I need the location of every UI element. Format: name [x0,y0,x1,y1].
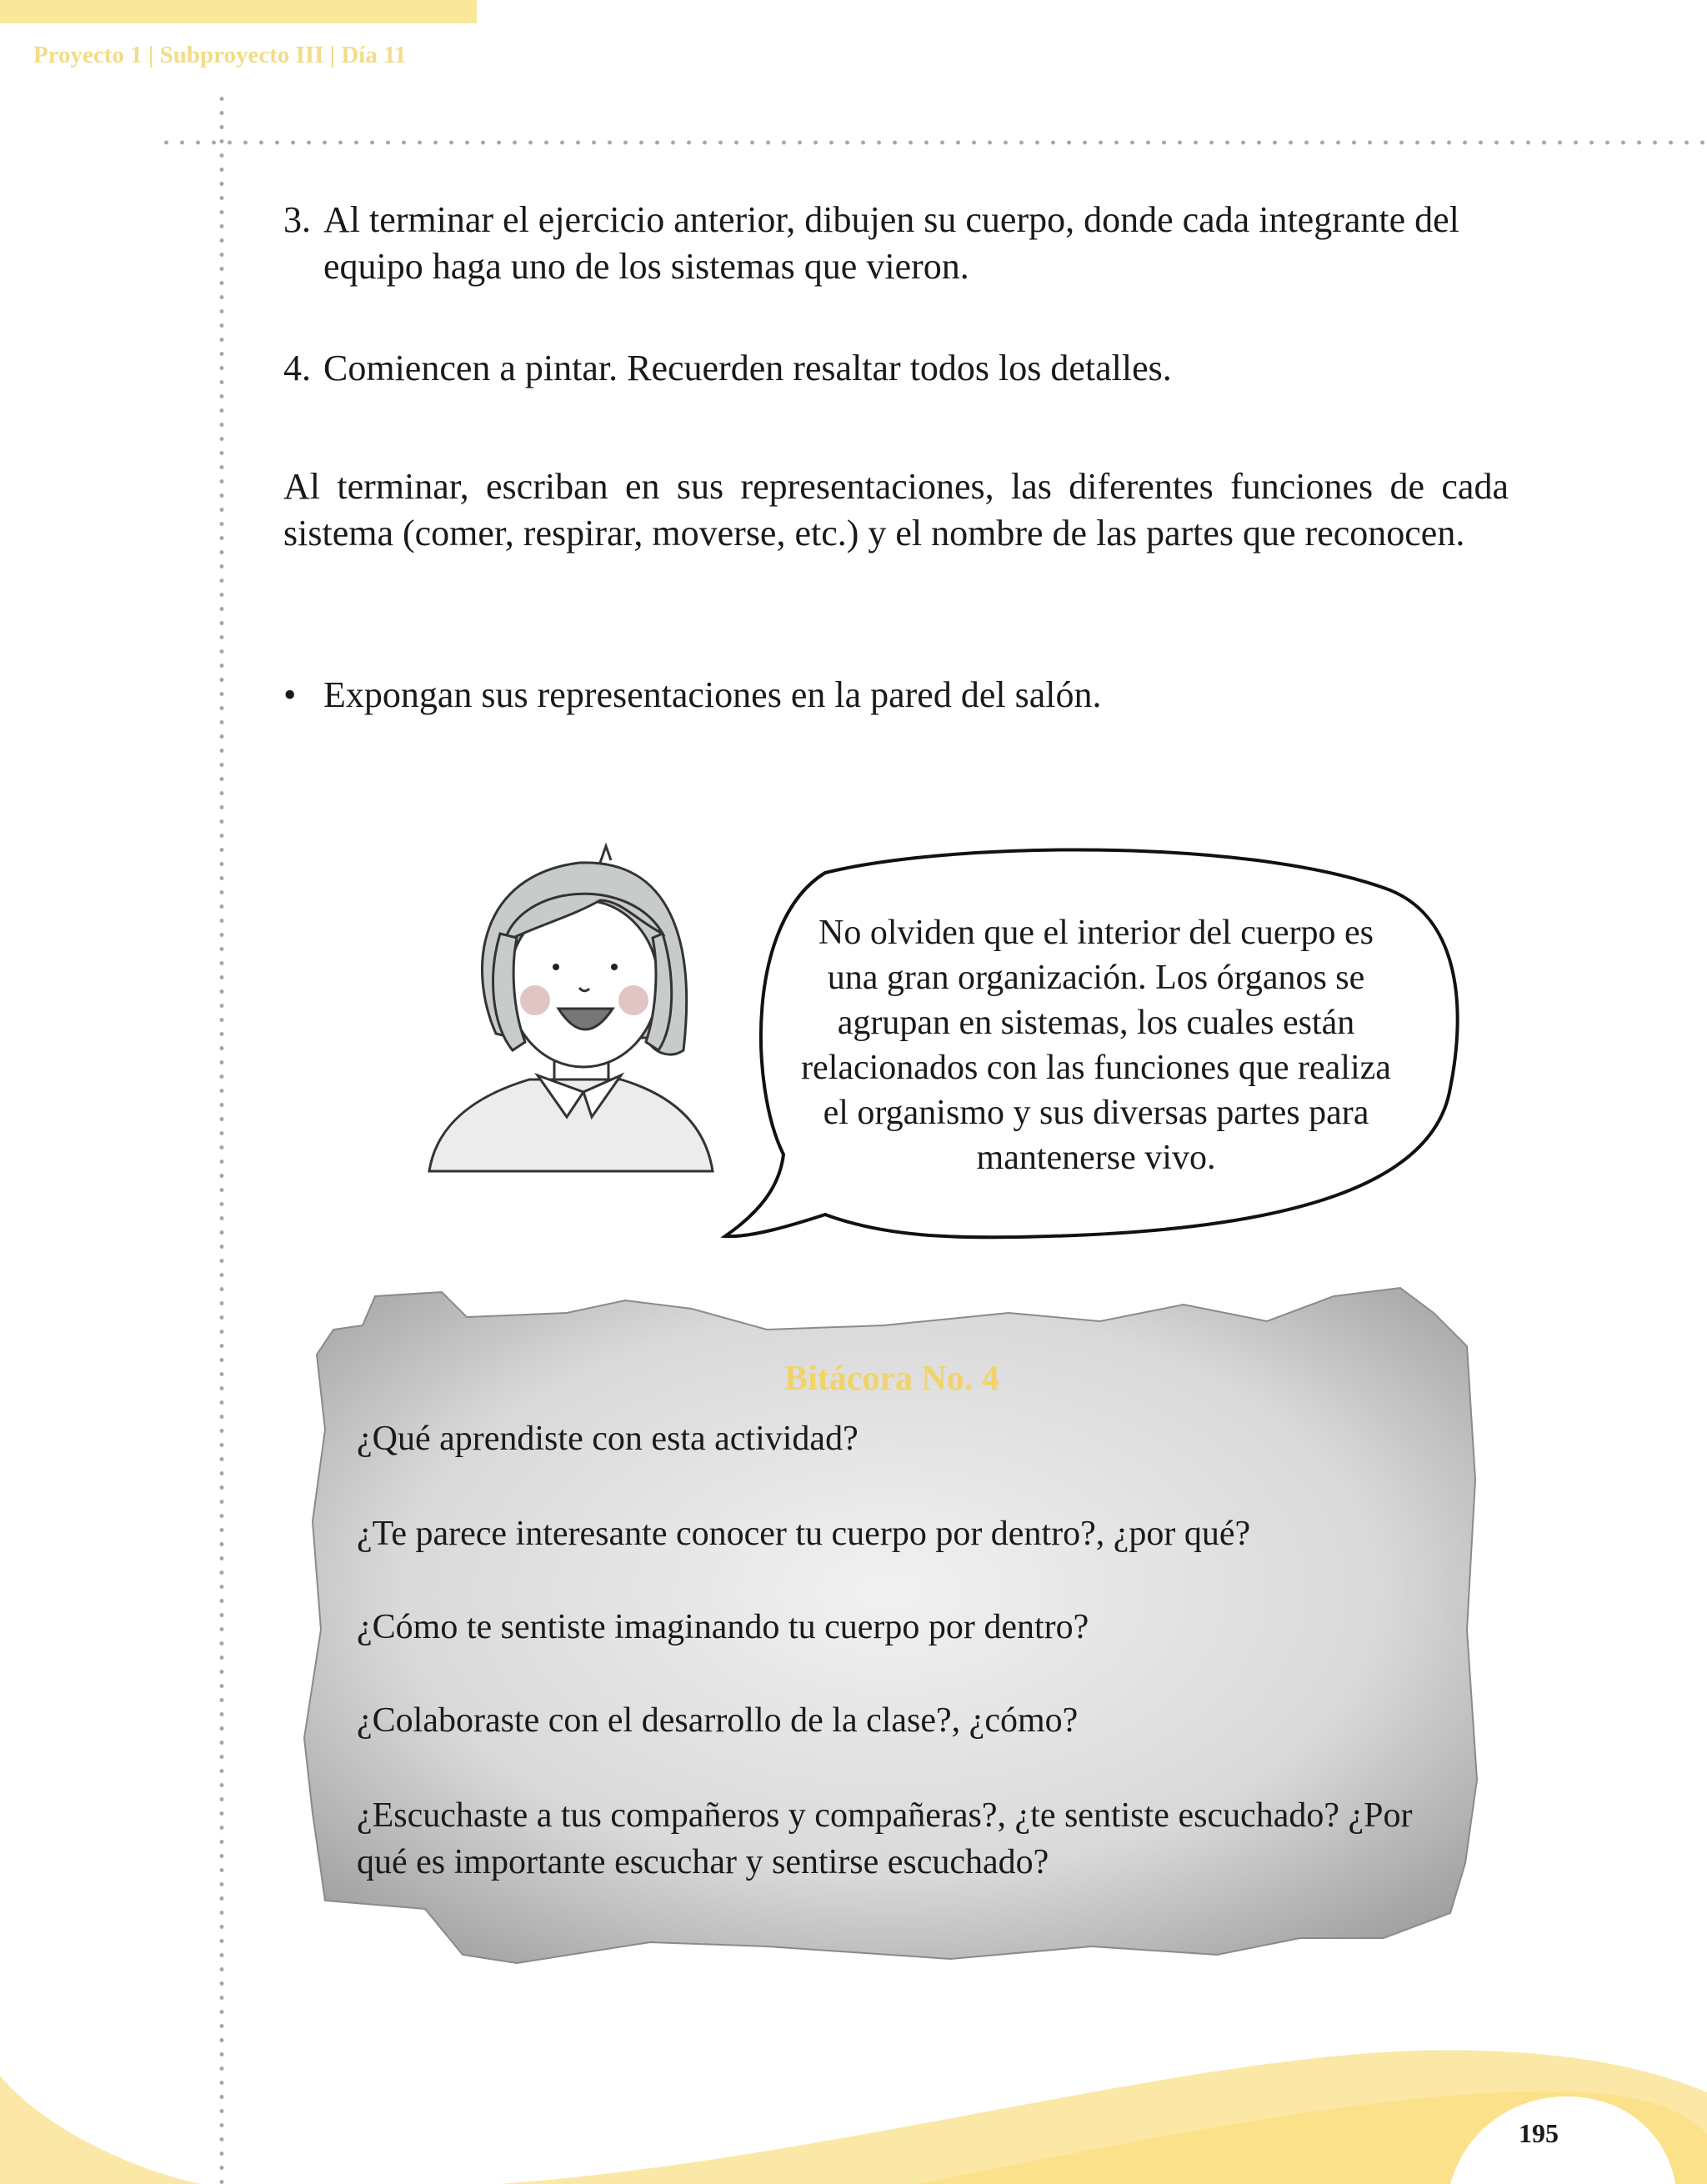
instruction-item-3 [283,197,1549,290]
bullet-icon: • [283,674,297,715]
bullet-text: Expongan sus representaciones en la pared del salón. [323,674,1102,715]
item-number: 3. [283,199,311,240]
item-text: Al terminar el ejercicio anterior, dibujen su cuerpo, donde cada integrante del equipo haga uno de los sistemas que vieron. [323,199,1459,287]
bitacora-question: ¿Colaboraste con el desarrollo de la clase?, ¿cómo? [357,1701,1079,1740]
bottom-yellow-wave [0,2026,1707,2184]
bitacora-question: ¿Escuchaste a tus compañeros y compañeras?, ¿te sentiste escuchado? ¿Por qué es importante escuchar y sentirse escuchado? [357,1796,1413,1881]
section-header: Proyecto 1 | Subproyecto III | Día 11 [33,42,407,68]
bitacora-question: ¿Cómo te sentiste imaginando tu cuerpo por dentro? [357,1608,1089,1646]
item-text: Comiencen a pintar. Recuerden resaltar todos los detalles. [323,348,1172,388]
item-number: 4. [283,348,311,388]
bitacora-title: Bitácora No. 4 [784,1360,999,1398]
top-accent-bar [0,0,477,23]
instruction-item-4 [283,345,1549,392]
bitacora-question: ¿Te parece interesante conocer tu cuerpo por dentro?, ¿por qué? [357,1515,1251,1553]
vertical-dotted-rule [219,92,224,2184]
bitacora-question: ¿Qué aprendiste con esta actividad? [357,1420,859,1458]
instruction-paragraph: Al terminar, escriban en sus representaciones, las diferentes funciones de cada sistema (comer, respirar, moverse, etc.) y el nombre de las partes que reconocen. [283,466,1509,554]
bullet-item [283,672,1549,719]
speech-bubble-text: No olviden que el interior del cuerpo es una gran organización. Los órganos se agrupan en sistemas, los cuales están relacionados con las funciones que realiza el organismo y sus diversas partes para mantenerse vivo. [801,914,1391,1177]
horizontal-dotted-rule [158,139,1707,146]
page-number: 195 [1519,2118,1559,2148]
girl-illustration [421,842,721,1175]
